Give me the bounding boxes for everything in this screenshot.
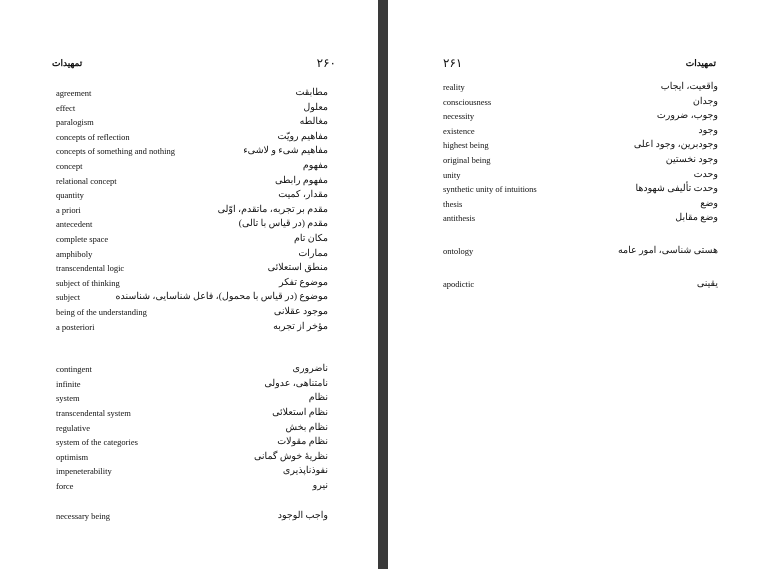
persian-term: نظریهٔ خوش گمانی xyxy=(253,451,328,462)
glossary-row xyxy=(443,138,718,152)
english-term: transcendental system xyxy=(56,408,131,418)
english-term: ontology xyxy=(443,246,474,256)
persian-term: مکان تام xyxy=(293,234,328,244)
persian-term: مقدم بر تجربه، ماتقدم، اوّلی xyxy=(217,204,328,215)
english-term: concepts of reflection xyxy=(56,131,130,142)
persian-term: ناضروری xyxy=(292,364,328,375)
glossary-row xyxy=(443,109,718,123)
persian-term: معلول xyxy=(303,102,328,113)
left-page xyxy=(0,0,378,569)
glossary-row xyxy=(443,244,718,258)
glossary-row xyxy=(56,115,328,129)
persian-term: واقعیت، ایجاب xyxy=(660,82,718,92)
glossary-row xyxy=(56,305,328,319)
english-term: necessary being xyxy=(56,510,111,521)
persian-term: وحدت xyxy=(693,169,718,180)
english-term: transcendental logic xyxy=(56,263,125,274)
english-term: contingent xyxy=(56,364,92,375)
glossary-row xyxy=(443,80,718,94)
english-term: thesis xyxy=(443,198,463,209)
glossary-row xyxy=(56,159,328,173)
english-term: synthetic unity of intuitions xyxy=(443,184,537,195)
glossary-row xyxy=(56,421,328,435)
persian-term: مطابقت xyxy=(295,88,328,98)
english-term: antithesis xyxy=(443,213,476,224)
persian-term: وجود xyxy=(698,125,718,136)
english-term: original being xyxy=(443,155,491,165)
glossary-row xyxy=(56,232,328,246)
english-term: reality xyxy=(443,82,465,92)
english-term: subject of thinking xyxy=(56,277,120,288)
glossary-row xyxy=(56,86,328,100)
running-header: تمهیدات xyxy=(52,58,83,68)
persian-term: مفهوم xyxy=(302,161,328,171)
persian-term: مفهوم رابطی xyxy=(274,175,328,186)
glossary-row xyxy=(443,124,718,138)
english-term: unity xyxy=(443,169,461,180)
english-term: highest being xyxy=(443,140,489,151)
persian-term: موضوع (در قیاس با محمول)، فاعل شناسایی، شناسنده xyxy=(115,292,328,303)
english-term: force xyxy=(56,481,74,491)
persian-term: وجوب، ضرورت xyxy=(656,111,718,122)
persian-term: مؤخر از تجربه xyxy=(273,321,328,332)
glossary-row xyxy=(56,276,328,290)
glossary-row xyxy=(443,197,718,211)
english-term: concepts of something and nothing xyxy=(56,146,175,157)
glossary-row xyxy=(56,479,328,493)
persian-term: نظام xyxy=(308,393,328,404)
english-term: paralogism xyxy=(56,117,94,128)
english-term: apodictic xyxy=(443,278,475,289)
persian-term: وجدان xyxy=(692,96,718,107)
glossary-row xyxy=(56,203,328,217)
glossary-row xyxy=(56,509,328,523)
persian-term: مقدم (در قیاس با تالی) xyxy=(238,219,328,230)
glossary-row xyxy=(56,130,328,144)
running-header: تمهیدات xyxy=(685,58,716,68)
glossary-row xyxy=(56,450,328,464)
glossary-row xyxy=(56,174,328,188)
glossary-row xyxy=(443,168,718,182)
english-term: concept xyxy=(56,161,83,171)
glossary-row xyxy=(56,377,328,391)
english-term: amphiboly xyxy=(56,248,93,259)
english-term: effect xyxy=(56,102,76,113)
glossary-row xyxy=(56,188,328,202)
persian-term: مفاهیم شیء و لاشیء xyxy=(243,146,328,157)
english-term: optimism xyxy=(56,451,89,462)
persian-term: موضوع تفکر xyxy=(279,277,328,288)
glossary-row xyxy=(56,391,328,405)
persian-term: نظام بخش xyxy=(285,422,328,433)
glossary-row xyxy=(56,320,328,334)
english-term: agreement xyxy=(56,88,92,98)
persian-term: واجب الوجود xyxy=(277,510,328,521)
glossary-row xyxy=(443,277,718,291)
english-term: impeneterability xyxy=(56,466,112,477)
persian-term: هستی شناسی، امور عامه xyxy=(617,246,718,256)
english-term: system xyxy=(56,393,80,404)
persian-term: مفاهیم رویّت xyxy=(277,131,328,142)
glossary-row xyxy=(56,101,328,115)
persian-term: منطق استعلائی xyxy=(267,263,328,274)
persian-term: وحدت تألیفی شهودها xyxy=(635,184,718,195)
english-term: a posteriori xyxy=(56,321,95,332)
english-term: a priori xyxy=(56,204,81,215)
persian-term: موجود عقلانی xyxy=(273,307,328,317)
glossary-row xyxy=(443,153,718,167)
persian-term: وضع مقابل xyxy=(675,213,718,224)
glossary-row xyxy=(56,261,328,275)
english-term: existence xyxy=(443,125,475,136)
persian-term: وجود نخستین xyxy=(665,155,718,165)
persian-term: نفوذناپذیری xyxy=(282,466,328,477)
persian-term: نظام مقولات xyxy=(277,437,328,448)
english-term: subject xyxy=(56,292,81,303)
glossary-row xyxy=(56,362,328,376)
glossary-row xyxy=(56,435,328,449)
persian-term: نامتناهی، عدولی xyxy=(264,378,328,389)
english-term: regulative xyxy=(56,422,90,433)
glossary-row xyxy=(56,144,328,158)
english-term: antecedent xyxy=(56,219,93,230)
glossary-row xyxy=(56,217,328,231)
english-term: consciousness xyxy=(443,96,492,107)
persian-term: وجودبرین، وجود اعلی xyxy=(633,140,718,151)
book-gutter xyxy=(378,0,388,569)
page-number: ۲۶۱ xyxy=(443,56,463,70)
english-term: being of the understanding xyxy=(56,307,147,317)
glossary-row xyxy=(56,406,328,420)
english-term: relational concept xyxy=(56,175,117,186)
english-term: necessity xyxy=(443,111,475,122)
english-term: system of the categories xyxy=(56,437,138,448)
glossary-row xyxy=(56,247,328,261)
glossary-row xyxy=(443,211,718,225)
english-term: infinite xyxy=(56,378,81,389)
right-page xyxy=(388,0,768,569)
glossary-row xyxy=(443,182,718,196)
persian-term: یقینی xyxy=(696,278,718,289)
persian-term: مقدار، کمیت xyxy=(278,190,328,201)
persian-term: مغالطه xyxy=(299,117,328,128)
persian-term: ممارات xyxy=(298,248,328,259)
page-number: ۲۶۰ xyxy=(316,56,336,70)
persian-term: وضع xyxy=(700,198,718,209)
persian-term: نظام استعلائی xyxy=(272,408,328,418)
english-term: complete space xyxy=(56,234,109,244)
persian-term: نیرو xyxy=(312,481,328,491)
glossary-row xyxy=(443,95,718,109)
glossary-row xyxy=(56,464,328,478)
glossary-row xyxy=(56,290,328,304)
english-term: quantity xyxy=(56,190,84,201)
